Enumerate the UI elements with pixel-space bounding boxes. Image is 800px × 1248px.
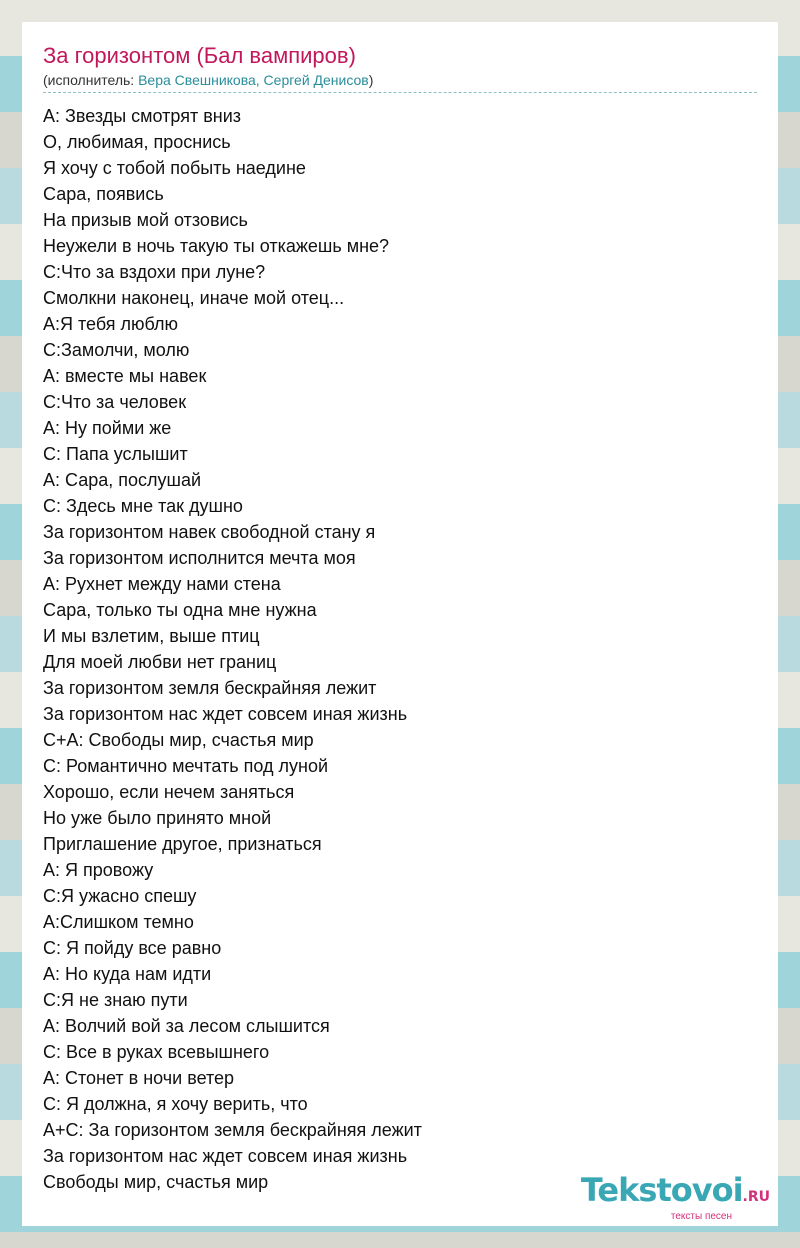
site-logo[interactable]	[581, 1173, 770, 1222]
lyric-line: Свободы мир, счастья мир	[43, 1172, 269, 1192]
lyric-line: Для моей любви нет границ	[43, 652, 277, 672]
lyric-line: А+С: За горизонтом земля бескрайняя лежит	[43, 1120, 422, 1140]
lyric-line: С: Я должна, я хочу верить, что	[43, 1094, 308, 1114]
lyric-line: За горизонтом земля бескрайняя лежит	[43, 678, 377, 698]
lyric-line: И мы взлетим, выше птиц	[43, 626, 260, 646]
lyric-line: А:Слишком темно	[43, 912, 194, 932]
lyric-line: Сара, появись	[43, 184, 164, 204]
lyric-line: О, любимая, проснись	[43, 132, 231, 152]
lyric-line: С+А: Свободы мир, счастья мир	[43, 730, 314, 750]
lyric-line: За горизонтом навек свободной стану я	[43, 522, 376, 542]
lyric-line: А: Но куда нам идти	[43, 964, 212, 984]
lyric-line: С:Я не знаю пути	[43, 990, 188, 1010]
performer-prefix: (исполнитель:	[43, 72, 139, 88]
lyric-line: За горизонтом нас ждет совсем иная жизнь	[43, 1146, 408, 1166]
lyric-line: Я хочу с тобой побыть наедине	[43, 158, 306, 178]
lyric-line: С: Здесь мне так душно	[43, 496, 243, 516]
lyric-line: Смолкни наконец, иначе мой отец...	[43, 288, 345, 308]
lyric-line: А: Звезды смотрят вниз	[43, 106, 241, 126]
lyric-line: Приглашение другое, признаться	[43, 834, 322, 854]
lyric-line: С: Папа услышит	[43, 444, 188, 464]
lyric-line: С:Я ужасно спешу	[43, 886, 197, 906]
lyric-line: С: Я пойду все равно	[43, 938, 222, 958]
lyric-line: А: вместе мы навек	[43, 366, 207, 386]
lyric-line: С:Замолчи, молю	[43, 340, 190, 360]
lyric-line: А: Ну пойми же	[43, 418, 172, 438]
lyric-line: С:Что за человек	[43, 392, 187, 412]
lyric-line: С: Романтично мечтать под луной	[43, 756, 329, 776]
performer-suffix: )	[368, 72, 374, 88]
lyric-line: А: Стонет в ночи ветер	[43, 1068, 235, 1088]
lyric-line: А: Сара, послушай	[43, 470, 202, 490]
lyric-line: Хорошо, если нечем заняться	[43, 782, 295, 802]
lyric-line: А: Волчий вой за лесом слышится	[43, 1016, 330, 1036]
lyrics-list	[43, 103, 757, 1195]
lyric-line: А: Я провожу	[43, 860, 154, 880]
logo-tagline: тексты песен	[670, 1211, 732, 1222]
lyric-line: За горизонтом исполнится мечта моя	[43, 548, 356, 568]
lyric-line: Неужели в ночь такую ты откажешь мне?	[43, 236, 390, 256]
lyric-line: За горизонтом нас ждет совсем иная жизнь	[43, 704, 408, 724]
lyric-line: На призыв мой отзовись	[43, 210, 248, 230]
song-title: За горизонтом (Бал вампиров)	[43, 43, 356, 68]
performer-line	[43, 70, 757, 93]
lyric-line: Сара, только ты одна мне нужна	[43, 600, 317, 620]
lyric-line: Но уже было принято мной	[43, 808, 272, 828]
lyric-line: С: Все в руках всевышнего	[43, 1042, 270, 1062]
lyric-line: С:Что за вздохи при луне?	[43, 262, 266, 282]
lyrics-card	[22, 22, 778, 1226]
lyric-line: А:Я тебя люблю	[43, 314, 179, 334]
lyric-line: А: Рухнет между нами стена	[43, 574, 281, 594]
logo-wordmark	[581, 1173, 770, 1214]
logo-domain: .RU	[742, 1189, 770, 1205]
artist-link[interactable]: Вера Свешникова, Сергей Денисов	[138, 72, 369, 88]
logo-name: Tekstovoi	[580, 1171, 743, 1209]
